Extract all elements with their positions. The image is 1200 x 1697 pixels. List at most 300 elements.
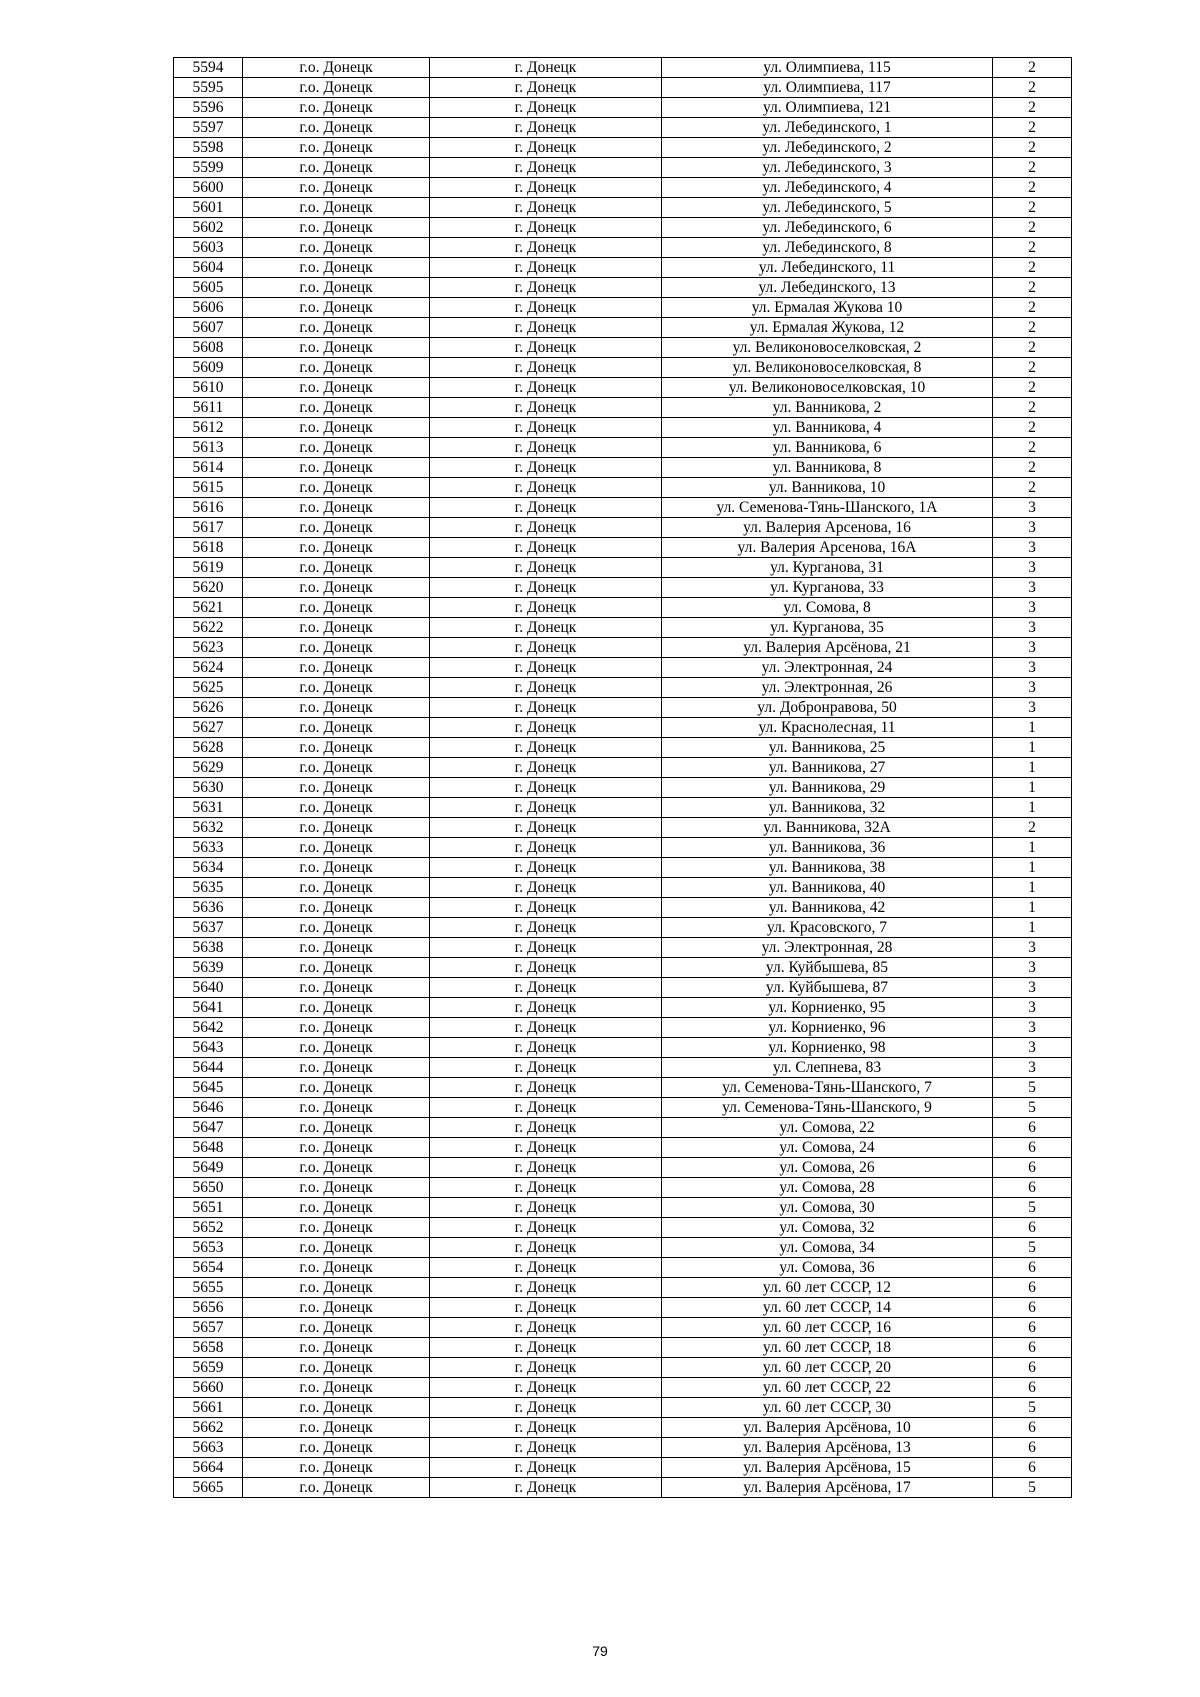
table-row	[174, 1238, 1072, 1258]
value-cell: 3	[993, 558, 1072, 578]
value-cell: 6	[993, 1378, 1072, 1398]
district-cell: г.о. Донецк	[243, 378, 430, 398]
value-cell: 3	[993, 1018, 1072, 1038]
address-table-body	[174, 58, 1072, 1498]
row-number-cell: 5640	[174, 978, 243, 998]
address-cell: ул. Семенова-Тянь-Шанского, 9	[662, 1098, 993, 1118]
table-row	[174, 358, 1072, 378]
value-cell: 6	[993, 1258, 1072, 1278]
value-cell: 1	[993, 918, 1072, 938]
table-row	[174, 1358, 1072, 1378]
row-number-cell: 5650	[174, 1178, 243, 1198]
address-cell: ул. Лебединского, 13	[662, 278, 993, 298]
district-cell: г.о. Донецк	[243, 558, 430, 578]
table-row	[174, 1278, 1072, 1298]
district-cell: г.о. Донецк	[243, 1178, 430, 1198]
address-cell: ул. 60 лет СССР, 12	[662, 1278, 993, 1298]
city-cell: г. Донецк	[430, 298, 662, 318]
district-cell: г.о. Донецк	[243, 878, 430, 898]
row-number-cell: 5598	[174, 138, 243, 158]
address-cell: ул. Валерия Арсёнова, 10	[662, 1418, 993, 1438]
city-cell: г. Донецк	[430, 278, 662, 298]
row-number-cell: 5633	[174, 838, 243, 858]
district-cell: г.о. Донецк	[243, 1078, 430, 1098]
address-cell: ул. 60 лет СССР, 18	[662, 1338, 993, 1358]
row-number-cell: 5665	[174, 1478, 243, 1498]
value-cell: 6	[993, 1438, 1072, 1458]
district-cell: г.о. Донецк	[243, 1138, 430, 1158]
city-cell: г. Донецк	[430, 818, 662, 838]
city-cell: г. Донецк	[430, 798, 662, 818]
city-cell: г. Донецк	[430, 678, 662, 698]
row-number-cell: 5595	[174, 78, 243, 98]
row-number-cell: 5656	[174, 1298, 243, 1318]
address-cell: ул. Валерия Арсёнова, 15	[662, 1458, 993, 1478]
row-number-cell: 5607	[174, 318, 243, 338]
address-cell: ул. Ванникова, 32	[662, 798, 993, 818]
row-number-cell: 5629	[174, 758, 243, 778]
district-cell: г.о. Донецк	[243, 978, 430, 998]
row-number-cell: 5642	[174, 1018, 243, 1038]
district-cell: г.о. Донецк	[243, 1018, 430, 1038]
table-row	[174, 658, 1072, 678]
city-cell: г. Донецк	[430, 758, 662, 778]
table-row	[174, 418, 1072, 438]
value-cell: 2	[993, 818, 1072, 838]
value-cell: 6	[993, 1278, 1072, 1298]
row-number-cell: 5613	[174, 438, 243, 458]
table-row	[174, 238, 1072, 258]
table-row	[174, 998, 1072, 1018]
table-row	[174, 1398, 1072, 1418]
value-cell: 2	[993, 198, 1072, 218]
table-row	[174, 458, 1072, 478]
table-row	[174, 718, 1072, 738]
value-cell: 5	[993, 1238, 1072, 1258]
address-cell: ул. Курганова, 31	[662, 558, 993, 578]
table-row	[174, 1258, 1072, 1278]
row-number-cell: 5599	[174, 158, 243, 178]
row-number-cell: 5649	[174, 1158, 243, 1178]
district-cell: г.о. Донецк	[243, 818, 430, 838]
table-row	[174, 1198, 1072, 1218]
value-cell: 2	[993, 98, 1072, 118]
address-cell: ул. Куйбышева, 85	[662, 958, 993, 978]
table-row	[174, 138, 1072, 158]
table-row	[174, 938, 1072, 958]
row-number-cell: 5643	[174, 1038, 243, 1058]
address-cell: ул. Ванникова, 36	[662, 838, 993, 858]
table-row	[174, 878, 1072, 898]
row-number-cell: 5632	[174, 818, 243, 838]
district-cell: г.о. Донецк	[243, 1258, 430, 1278]
city-cell: г. Донецк	[430, 1358, 662, 1378]
address-cell: ул. Ванникова, 8	[662, 458, 993, 478]
city-cell: г. Донецк	[430, 1318, 662, 1338]
address-cell: ул. Корниенко, 95	[662, 998, 993, 1018]
value-cell: 5	[993, 1078, 1072, 1098]
district-cell: г.о. Донецк	[243, 478, 430, 498]
address-cell: ул. Валерия Арсенова, 16А	[662, 538, 993, 558]
address-cell: ул. Курганова, 33	[662, 578, 993, 598]
address-cell: ул. Семенова-Тянь-Шанского, 7	[662, 1078, 993, 1098]
row-number-cell: 5663	[174, 1438, 243, 1458]
row-number-cell: 5652	[174, 1218, 243, 1238]
district-cell: г.о. Донецк	[243, 578, 430, 598]
district-cell: г.о. Донецк	[243, 1238, 430, 1258]
table-row	[174, 918, 1072, 938]
value-cell: 3	[993, 638, 1072, 658]
value-cell: 2	[993, 358, 1072, 378]
table-row	[174, 1138, 1072, 1158]
district-cell: г.о. Донецк	[243, 298, 430, 318]
value-cell: 2	[993, 278, 1072, 298]
table-row	[174, 798, 1072, 818]
value-cell: 6	[993, 1458, 1072, 1478]
address-cell: ул. Ванникова, 6	[662, 438, 993, 458]
value-cell: 1	[993, 718, 1072, 738]
district-cell: г.о. Донецк	[243, 98, 430, 118]
value-cell: 3	[993, 938, 1072, 958]
address-cell: ул. Великоновоселковская, 8	[662, 358, 993, 378]
value-cell: 2	[993, 418, 1072, 438]
value-cell: 6	[993, 1158, 1072, 1178]
value-cell: 2	[993, 158, 1072, 178]
district-cell: г.о. Донецк	[243, 838, 430, 858]
value-cell: 2	[993, 438, 1072, 458]
row-number-cell: 5603	[174, 238, 243, 258]
table-row	[174, 898, 1072, 918]
address-cell: ул. Ванникова, 42	[662, 898, 993, 918]
city-cell: г. Донецк	[430, 1138, 662, 1158]
value-cell: 2	[993, 178, 1072, 198]
district-cell: г.о. Донецк	[243, 1358, 430, 1378]
city-cell: г. Донецк	[430, 258, 662, 278]
row-number-cell: 5644	[174, 1058, 243, 1078]
district-cell: г.о. Донецк	[243, 238, 430, 258]
row-number-cell: 5618	[174, 538, 243, 558]
city-cell: г. Донецк	[430, 1418, 662, 1438]
value-cell: 6	[993, 1318, 1072, 1338]
address-cell: ул. Ванникова, 25	[662, 738, 993, 758]
row-number-cell: 5620	[174, 578, 243, 598]
district-cell: г.о. Донецк	[243, 438, 430, 458]
row-number-cell: 5636	[174, 898, 243, 918]
row-number-cell: 5661	[174, 1398, 243, 1418]
value-cell: 2	[993, 338, 1072, 358]
city-cell: г. Донецк	[430, 698, 662, 718]
district-cell: г.о. Донецк	[243, 758, 430, 778]
address-cell: ул. Корниенко, 98	[662, 1038, 993, 1058]
value-cell: 2	[993, 238, 1072, 258]
table-row	[174, 118, 1072, 138]
address-cell: ул. Сомова, 8	[662, 598, 993, 618]
district-cell: г.о. Донецк	[243, 458, 430, 478]
value-cell: 5	[993, 1398, 1072, 1418]
address-cell: ул. Ванникова, 32А	[662, 818, 993, 838]
table-row	[174, 438, 1072, 458]
table-row	[174, 1038, 1072, 1058]
row-number-cell: 5638	[174, 938, 243, 958]
table-row	[174, 1158, 1072, 1178]
city-cell: г. Донецк	[430, 998, 662, 1018]
row-number-cell: 5602	[174, 218, 243, 238]
value-cell: 2	[993, 58, 1072, 78]
row-number-cell: 5626	[174, 698, 243, 718]
table-row	[174, 518, 1072, 538]
value-cell: 3	[993, 998, 1072, 1018]
city-cell: г. Донецк	[430, 498, 662, 518]
table-row	[174, 1178, 1072, 1198]
city-cell: г. Донецк	[430, 978, 662, 998]
city-cell: г. Донецк	[430, 1058, 662, 1078]
district-cell: г.о. Донецк	[243, 418, 430, 438]
table-row	[174, 1418, 1072, 1438]
city-cell: г. Донецк	[430, 158, 662, 178]
district-cell: г.о. Донецк	[243, 1118, 430, 1138]
table-row	[174, 1318, 1072, 1338]
value-cell: 1	[993, 858, 1072, 878]
city-cell: г. Донецк	[430, 1258, 662, 1278]
row-number-cell: 5654	[174, 1258, 243, 1278]
address-cell: ул. Красовского, 7	[662, 918, 993, 938]
row-number-cell: 5601	[174, 198, 243, 218]
district-cell: г.о. Донецк	[243, 198, 430, 218]
city-cell: г. Донецк	[430, 438, 662, 458]
value-cell: 2	[993, 138, 1072, 158]
district-cell: г.о. Донецк	[243, 1378, 430, 1398]
table-row	[174, 98, 1072, 118]
row-number-cell: 5662	[174, 1418, 243, 1438]
district-cell: г.о. Донецк	[243, 118, 430, 138]
row-number-cell: 5624	[174, 658, 243, 678]
address-cell: ул. Валерия Арсёнова, 21	[662, 638, 993, 658]
city-cell: г. Донецк	[430, 378, 662, 398]
table-row	[174, 838, 1072, 858]
row-number-cell: 5657	[174, 1318, 243, 1338]
address-cell: ул. Сомова, 22	[662, 1118, 993, 1138]
value-cell: 6	[993, 1418, 1072, 1438]
value-cell: 2	[993, 398, 1072, 418]
district-cell: г.о. Донецк	[243, 1418, 430, 1438]
row-number-cell: 5660	[174, 1378, 243, 1398]
city-cell: г. Донецк	[430, 238, 662, 258]
district-cell: г.о. Донецк	[243, 358, 430, 378]
district-cell: г.о. Донецк	[243, 138, 430, 158]
value-cell: 2	[993, 118, 1072, 138]
row-number-cell: 5614	[174, 458, 243, 478]
city-cell: г. Донецк	[430, 538, 662, 558]
table-row	[174, 1298, 1072, 1318]
value-cell: 2	[993, 258, 1072, 278]
address-cell: ул. 60 лет СССР, 14	[662, 1298, 993, 1318]
city-cell: г. Донецк	[430, 58, 662, 78]
city-cell: г. Донецк	[430, 138, 662, 158]
district-cell: г.о. Донецк	[243, 1398, 430, 1418]
address-cell: ул. Олимпиева, 117	[662, 78, 993, 98]
table-row	[174, 538, 1072, 558]
value-cell: 1	[993, 838, 1072, 858]
address-cell: ул. Сомова, 28	[662, 1178, 993, 1198]
city-cell: г. Донецк	[430, 1458, 662, 1478]
table-row	[174, 298, 1072, 318]
table-row	[174, 1118, 1072, 1138]
district-cell: г.о. Донецк	[243, 718, 430, 738]
district-cell: г.о. Донецк	[243, 538, 430, 558]
city-cell: г. Донецк	[430, 658, 662, 678]
table-row	[174, 338, 1072, 358]
address-cell: ул. Валерия Арсёнова, 17	[662, 1478, 993, 1498]
address-cell: ул. Электронная, 24	[662, 658, 993, 678]
row-number-cell: 5630	[174, 778, 243, 798]
city-cell: г. Донецк	[430, 838, 662, 858]
city-cell: г. Донецк	[430, 1438, 662, 1458]
table-row	[174, 558, 1072, 578]
address-cell: ул. Великоновоселковская, 2	[662, 338, 993, 358]
value-cell: 2	[993, 218, 1072, 238]
row-number-cell: 5596	[174, 98, 243, 118]
table-row	[174, 618, 1072, 638]
address-cell: ул. Курганова, 35	[662, 618, 993, 638]
address-cell: ул. 60 лет СССР, 22	[662, 1378, 993, 1398]
city-cell: г. Донецк	[430, 1238, 662, 1258]
city-cell: г. Донецк	[430, 198, 662, 218]
city-cell: г. Донецк	[430, 1338, 662, 1358]
table-row	[174, 698, 1072, 718]
row-number-cell: 5619	[174, 558, 243, 578]
value-cell: 1	[993, 758, 1072, 778]
row-number-cell: 5623	[174, 638, 243, 658]
table-row	[174, 858, 1072, 878]
value-cell: 3	[993, 978, 1072, 998]
table-row	[174, 198, 1072, 218]
district-cell: г.о. Донецк	[243, 318, 430, 338]
row-number-cell: 5635	[174, 878, 243, 898]
value-cell: 2	[993, 478, 1072, 498]
district-cell: г.о. Донецк	[243, 78, 430, 98]
row-number-cell: 5658	[174, 1338, 243, 1358]
district-cell: г.о. Донецк	[243, 858, 430, 878]
city-cell: г. Донецк	[430, 1378, 662, 1398]
district-cell: г.о. Донецк	[243, 1338, 430, 1358]
value-cell: 6	[993, 1218, 1072, 1238]
city-cell: г. Донецк	[430, 558, 662, 578]
table-row	[174, 378, 1072, 398]
address-cell: ул. 60 лет СССР, 20	[662, 1358, 993, 1378]
row-number-cell: 5628	[174, 738, 243, 758]
city-cell: г. Донецк	[430, 878, 662, 898]
address-cell: ул. Ванникова, 4	[662, 418, 993, 438]
address-cell: ул. Ванникова, 2	[662, 398, 993, 418]
district-cell: г.о. Донецк	[243, 1478, 430, 1498]
district-cell: г.о. Донецк	[243, 58, 430, 78]
value-cell: 6	[993, 1138, 1072, 1158]
city-cell: г. Донецк	[430, 1398, 662, 1418]
city-cell: г. Донецк	[430, 1158, 662, 1178]
table-row	[174, 78, 1072, 98]
city-cell: г. Донецк	[430, 918, 662, 938]
address-cell: ул. Сомова, 32	[662, 1218, 993, 1238]
value-cell: 6	[993, 1298, 1072, 1318]
city-cell: г. Донецк	[430, 218, 662, 238]
district-cell: г.о. Донецк	[243, 158, 430, 178]
district-cell: г.о. Донецк	[243, 498, 430, 518]
address-cell: ул. Лебединского, 5	[662, 198, 993, 218]
address-cell: ул. 60 лет СССР, 30	[662, 1398, 993, 1418]
row-number-cell: 5664	[174, 1458, 243, 1478]
district-cell: г.о. Донецк	[243, 918, 430, 938]
address-cell: ул. Лебединского, 8	[662, 238, 993, 258]
city-cell: г. Донецк	[430, 1478, 662, 1498]
address-cell: ул. Сомова, 30	[662, 1198, 993, 1218]
table-row	[174, 318, 1072, 338]
city-cell: г. Донецк	[430, 1038, 662, 1058]
city-cell: г. Донецк	[430, 518, 662, 538]
table-row	[174, 1098, 1072, 1118]
table-row	[174, 758, 1072, 778]
value-cell: 1	[993, 878, 1072, 898]
value-cell: 1	[993, 798, 1072, 818]
city-cell: г. Донецк	[430, 318, 662, 338]
row-number-cell: 5615	[174, 478, 243, 498]
city-cell: г. Донецк	[430, 338, 662, 358]
value-cell: 3	[993, 598, 1072, 618]
table-row	[174, 1438, 1072, 1458]
district-cell: г.о. Донецк	[243, 1038, 430, 1058]
table-row	[174, 958, 1072, 978]
address-cell: ул. Ванникова, 38	[662, 858, 993, 878]
address-cell: ул. Сомова, 36	[662, 1258, 993, 1278]
city-cell: г. Донецк	[430, 1018, 662, 1038]
district-cell: г.о. Донецк	[243, 638, 430, 658]
row-number-cell: 5634	[174, 858, 243, 878]
value-cell: 2	[993, 378, 1072, 398]
district-cell: г.о. Донецк	[243, 218, 430, 238]
district-cell: г.о. Донецк	[243, 778, 430, 798]
district-cell: г.о. Донецк	[243, 1158, 430, 1178]
value-cell: 3	[993, 1058, 1072, 1078]
row-number-cell: 5617	[174, 518, 243, 538]
address-cell: ул. Слепнева, 83	[662, 1058, 993, 1078]
value-cell: 3	[993, 518, 1072, 538]
page-number: 79	[592, 1643, 608, 1659]
value-cell: 3	[993, 578, 1072, 598]
address-cell: ул. Лебединского, 3	[662, 158, 993, 178]
table-row	[174, 818, 1072, 838]
city-cell: г. Донецк	[430, 718, 662, 738]
district-cell: г.о. Донецк	[243, 1218, 430, 1238]
value-cell: 1	[993, 778, 1072, 798]
value-cell: 6	[993, 1118, 1072, 1138]
address-cell: ул. Великоновоселковская, 10	[662, 378, 993, 398]
address-cell: ул. Электронная, 26	[662, 678, 993, 698]
row-number-cell: 5659	[174, 1358, 243, 1378]
city-cell: г. Донецк	[430, 1178, 662, 1198]
address-cell: ул. Добронравова, 50	[662, 698, 993, 718]
district-cell: г.о. Донецк	[243, 1058, 430, 1078]
row-number-cell: 5616	[174, 498, 243, 518]
row-number-cell: 5594	[174, 58, 243, 78]
address-cell: ул. Электронная, 28	[662, 938, 993, 958]
table-row	[174, 638, 1072, 658]
city-cell: г. Донецк	[430, 1278, 662, 1298]
district-cell: г.о. Донецк	[243, 998, 430, 1018]
district-cell: г.о. Донецк	[243, 798, 430, 818]
city-cell: г. Донецк	[430, 938, 662, 958]
row-number-cell: 5637	[174, 918, 243, 938]
value-cell: 1	[993, 898, 1072, 918]
district-cell: г.о. Донецк	[243, 1318, 430, 1338]
